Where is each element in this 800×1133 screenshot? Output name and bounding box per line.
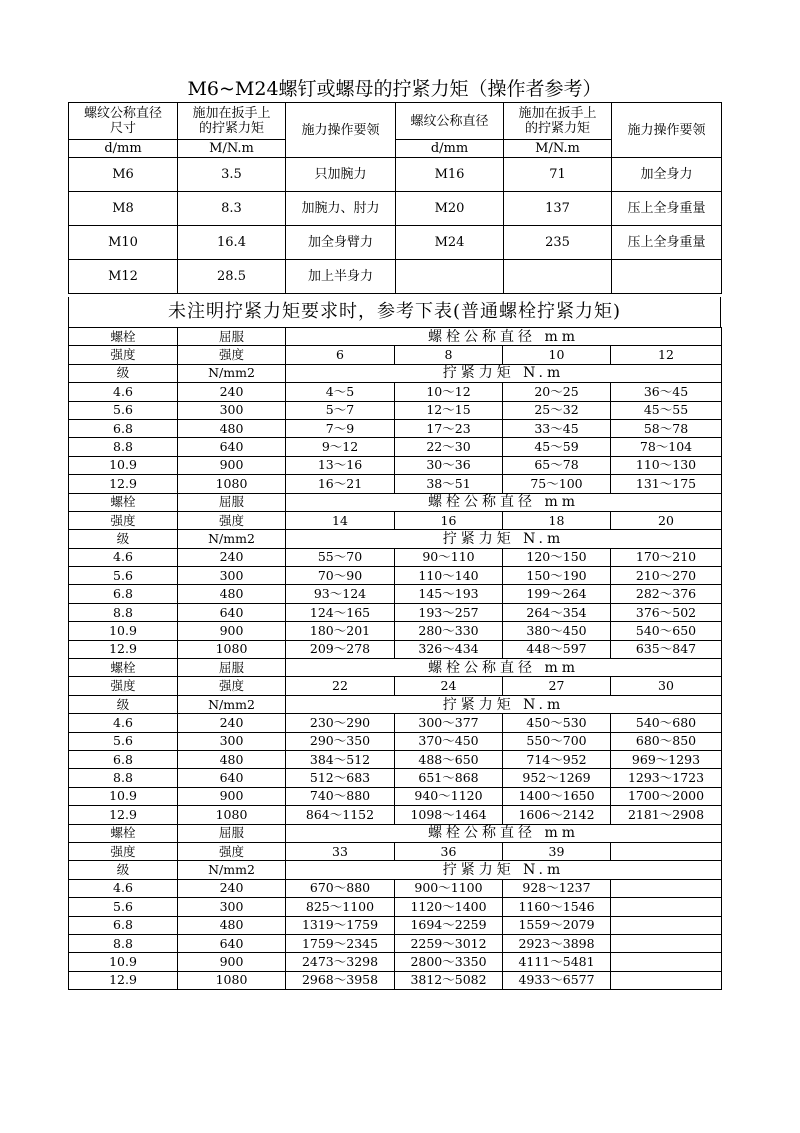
block-header-row — [69, 493, 722, 511]
page-title: M6~M24螺钉或螺母的拧紧力矩（操作者参考） — [187, 78, 602, 100]
table-cell: 280～330 — [395, 622, 503, 640]
table-cell: 10.9 — [69, 456, 178, 474]
table-cell: 640 — [178, 603, 286, 621]
table-cell: 282～376 — [611, 585, 722, 603]
table-cell: 900～1100 — [395, 879, 503, 897]
diameter-cell: 33 — [286, 842, 395, 860]
section-subtitle: 未注明拧紧力矩要求时，参考下表(普通螺栓拧紧力矩) — [68, 297, 721, 327]
table-cell: 210～270 — [611, 567, 722, 585]
table-cell: 6.8 — [69, 916, 178, 934]
table-cell: 300 — [178, 401, 286, 419]
header-cell: 施力操作要领 — [612, 103, 722, 158]
table-cell: 952～1269 — [503, 769, 611, 787]
table-cell: 640 — [178, 438, 286, 456]
table-cell — [612, 260, 722, 294]
table-cell: 209～278 — [286, 640, 395, 658]
table-cell: 4.6 — [69, 714, 178, 732]
table-cell: 17～23 — [395, 419, 503, 437]
table-cell: 199～264 — [503, 585, 611, 603]
table-cell: 4111～5481 — [503, 953, 611, 971]
table-row — [69, 640, 722, 658]
table-row — [69, 158, 722, 192]
table-cell: 10.9 — [69, 622, 178, 640]
table-cell: M24 — [396, 226, 504, 260]
table-cell: 5.6 — [69, 567, 178, 585]
table-cell: 1293～1723 — [611, 769, 722, 787]
diameter-cell: 10 — [503, 346, 611, 364]
grade-header: 强度 — [69, 346, 178, 364]
table-cell — [504, 260, 612, 294]
table-cell: 70～90 — [286, 567, 395, 585]
diameter-row — [69, 511, 722, 529]
table-cell: 1080 — [178, 640, 286, 658]
torque-header-row — [69, 695, 722, 713]
table-cell: M20 — [396, 192, 504, 226]
table-cell: 22～30 — [395, 438, 503, 456]
table-cell: 1098～1464 — [395, 806, 503, 824]
grade-header: 螺栓 — [69, 493, 178, 511]
yield-header: 强度 — [178, 511, 286, 529]
table-cell — [611, 971, 722, 989]
table-cell: 480 — [178, 916, 286, 934]
table-cell: 12～15 — [395, 401, 503, 419]
table-cell: 55～70 — [286, 548, 395, 566]
table-row — [69, 934, 722, 952]
diameter-header: 螺栓公称直径 mm — [286, 493, 722, 511]
yield-header: 强度 — [178, 677, 286, 695]
table-cell: 137 — [504, 192, 612, 226]
yield-header: 强度 — [178, 346, 286, 364]
header-line: 尺寸 — [109, 121, 136, 136]
table-cell: 5～7 — [286, 401, 395, 419]
table-cell: 4.6 — [69, 383, 178, 401]
header-cell — [396, 103, 504, 140]
table-cell: 9～12 — [286, 438, 395, 456]
unit-cell: d/mm — [396, 140, 504, 158]
table-cell: 240 — [178, 714, 286, 732]
table-cell: 33～45 — [503, 419, 611, 437]
block-header-row — [69, 659, 722, 677]
table-cell: 480 — [178, 419, 286, 437]
table-cell: 180～201 — [286, 622, 395, 640]
table-cell: 131～175 — [611, 475, 722, 493]
table-cell: 512～683 — [286, 769, 395, 787]
table-cell: 825～1100 — [286, 898, 395, 916]
table-cell: 300 — [178, 567, 286, 585]
table-row — [69, 548, 722, 566]
table-cell — [396, 260, 504, 294]
grade-header: 螺栓 — [69, 824, 178, 842]
table-cell: 90～110 — [395, 548, 503, 566]
diameter-cell: 30 — [611, 677, 722, 695]
grade-header: 螺栓 — [69, 328, 178, 346]
table-cell: 300～377 — [395, 714, 503, 732]
table-cell: 2800～3350 — [395, 953, 503, 971]
table-cell: 2923～3898 — [503, 934, 611, 952]
yield-header: N/mm2 — [178, 530, 286, 548]
table-cell: 6.8 — [69, 419, 178, 437]
table-row — [69, 622, 722, 640]
torque-header-row — [69, 530, 722, 548]
table-cell: 540～650 — [611, 622, 722, 640]
table-cell: 7～9 — [286, 419, 395, 437]
table-cell: 240 — [178, 879, 286, 897]
yield-header: N/mm2 — [178, 695, 286, 713]
table-cell: 加腕力、肘力 — [286, 192, 396, 226]
table-row — [69, 226, 722, 260]
table-cell: 740～880 — [286, 787, 395, 805]
table-cell: 376～502 — [611, 603, 722, 621]
table-cell: 1694～2259 — [395, 916, 503, 934]
table-row — [69, 787, 722, 805]
diameter-cell: 39 — [503, 842, 611, 860]
header-line: 螺纹公称直径 — [83, 106, 162, 121]
table-cell: 110～140 — [395, 567, 503, 585]
table-cell: 300 — [178, 898, 286, 916]
table-cell: 4.6 — [69, 879, 178, 897]
table-cell: 2181～2908 — [611, 806, 722, 824]
table-cell: 10.9 — [69, 787, 178, 805]
table-row — [69, 383, 722, 401]
table-cell: 6.8 — [69, 750, 178, 768]
table-row — [69, 567, 722, 585]
table-cell: 370～450 — [395, 732, 503, 750]
table-cell: 1559～2079 — [503, 916, 611, 934]
table-cell: 8.8 — [69, 769, 178, 787]
table-row — [69, 879, 722, 897]
diameter-row — [69, 842, 722, 860]
table-cell: 36～45 — [611, 383, 722, 401]
table-cell: 680～850 — [611, 732, 722, 750]
torque-header: 拧紧力矩 N.m — [286, 364, 722, 382]
table-cell: 640 — [178, 769, 286, 787]
table-row — [69, 750, 722, 768]
table-cell: 压上全身重量 — [612, 192, 722, 226]
table-cell: 78～104 — [611, 438, 722, 456]
table-cell: 1759～2345 — [286, 934, 395, 952]
yield-header: N/mm2 — [178, 861, 286, 879]
table-cell: 264～354 — [503, 603, 611, 621]
table-cell: 5.6 — [69, 732, 178, 750]
table-cell: 1120～1400 — [395, 898, 503, 916]
table-row — [69, 475, 722, 493]
header-line: 的拧紧力矩 — [198, 121, 264, 136]
table-cell: 670～880 — [286, 879, 395, 897]
table-cell: M8 — [69, 192, 178, 226]
table-row — [69, 438, 722, 456]
table-row — [69, 585, 722, 603]
table-cell: 170～210 — [611, 548, 722, 566]
diameter-header: 螺栓公称直径 mm — [286, 328, 722, 346]
table-cell: 5.6 — [69, 898, 178, 916]
block-header-row — [69, 328, 722, 346]
table-cell: 12.9 — [69, 806, 178, 824]
table-cell: 193～257 — [395, 603, 503, 621]
table-cell: 235 — [504, 226, 612, 260]
table-cell: 2473～3298 — [286, 953, 395, 971]
torque-reference-table — [68, 102, 722, 294]
table-cell: 380～450 — [503, 622, 611, 640]
table-row — [69, 769, 722, 787]
table-row — [69, 401, 722, 419]
table-cell: 38～51 — [395, 475, 503, 493]
grade-header: 级 — [69, 861, 178, 879]
table-cell: 900 — [178, 787, 286, 805]
table-cell: 13～16 — [286, 456, 395, 474]
header-line: 的拧紧力矩 — [524, 121, 590, 136]
table-cell: 16～21 — [286, 475, 395, 493]
yield-header: N/mm2 — [178, 364, 286, 382]
table-row — [69, 714, 722, 732]
table-cell: 1319～1759 — [286, 916, 395, 934]
yield-header: 屈服 — [178, 328, 286, 346]
table-cell: 124～165 — [286, 603, 395, 621]
table-cell: 900 — [178, 622, 286, 640]
table-cell: 65～78 — [503, 456, 611, 474]
table-cell: 10.9 — [69, 953, 178, 971]
diameter-cell: 22 — [286, 677, 395, 695]
table-cell: 326～434 — [395, 640, 503, 658]
table-cell: 1160～1546 — [503, 898, 611, 916]
yield-header: 屈服 — [178, 493, 286, 511]
table-cell: 8.8 — [69, 603, 178, 621]
table-cell: 28.5 — [178, 260, 286, 294]
diameter-row — [69, 346, 722, 364]
table-cell: 45～59 — [503, 438, 611, 456]
table-row — [69, 732, 722, 750]
yield-header: 屈服 — [178, 824, 286, 842]
table-cell: 1080 — [178, 806, 286, 824]
table-cell: 3812～5082 — [395, 971, 503, 989]
table-cell: 900 — [178, 456, 286, 474]
table-cell: 10～12 — [395, 383, 503, 401]
torque-header: 拧紧力矩 N.m — [286, 530, 722, 548]
table-cell: 16.4 — [178, 226, 286, 260]
table-cell: 230～290 — [286, 714, 395, 732]
table-cell: 6.8 — [69, 585, 178, 603]
table-cell: 12.9 — [69, 640, 178, 658]
table-cell: 1080 — [178, 475, 286, 493]
table-cell: 45～55 — [611, 401, 722, 419]
grade-header: 强度 — [69, 677, 178, 695]
table-row — [69, 260, 722, 294]
table-cell: 448～597 — [503, 640, 611, 658]
table-cell: 只加腕力 — [286, 158, 396, 192]
table-cell: 20～25 — [503, 383, 611, 401]
table-cell: 550～700 — [503, 732, 611, 750]
table-cell: 8.8 — [69, 934, 178, 952]
diameter-cell: 27 — [503, 677, 611, 695]
yield-header: 强度 — [178, 842, 286, 860]
header-cell — [504, 103, 612, 140]
table-cell: M6 — [69, 158, 178, 192]
table-cell — [611, 953, 722, 971]
table-cell: 120～150 — [503, 548, 611, 566]
table-row — [69, 916, 722, 934]
table-cell: 145～193 — [395, 585, 503, 603]
table-cell: 969～1293 — [611, 750, 722, 768]
table-cell: 488～650 — [395, 750, 503, 768]
table-cell: 4933～6577 — [503, 971, 611, 989]
table-cell: 640 — [178, 934, 286, 952]
table-cell: 30～36 — [395, 456, 503, 474]
table-cell: 2259～3012 — [395, 934, 503, 952]
table-cell: 压上全身重量 — [612, 226, 722, 260]
block-header-row — [69, 824, 722, 842]
table-cell: 1400～1650 — [503, 787, 611, 805]
table-cell — [611, 934, 722, 952]
table-cell: 540～680 — [611, 714, 722, 732]
table-cell: 25～32 — [503, 401, 611, 419]
table-cell: 450～530 — [503, 714, 611, 732]
table-cell: 1606～2142 — [503, 806, 611, 824]
table-cell: 75～100 — [503, 475, 611, 493]
torque-header: 拧紧力矩 N.m — [286, 695, 722, 713]
table-row — [69, 192, 722, 226]
diameter-cell: 24 — [395, 677, 503, 695]
header-line: 施加在扳手上 — [518, 106, 597, 121]
table-cell: 714～952 — [503, 750, 611, 768]
table-cell: 1080 — [178, 971, 286, 989]
header-cell — [178, 103, 286, 140]
table-cell: 900 — [178, 953, 286, 971]
table-cell: 93～124 — [286, 585, 395, 603]
grade-header: 强度 — [69, 511, 178, 529]
table-cell: 71 — [504, 158, 612, 192]
table-cell: 240 — [178, 383, 286, 401]
diameter-cell: 14 — [286, 511, 395, 529]
grade-header: 级 — [69, 364, 178, 382]
table-cell: 2968～3958 — [286, 971, 395, 989]
table-cell: 480 — [178, 585, 286, 603]
table-cell: 12.9 — [69, 475, 178, 493]
table-cell: 635～847 — [611, 640, 722, 658]
table-cell: 4～5 — [286, 383, 395, 401]
unit-cell: d/mm — [69, 140, 178, 158]
diameter-cell — [611, 842, 722, 860]
table-cell: 12.9 — [69, 971, 178, 989]
table-cell: 加全身力 — [612, 158, 722, 192]
table-row — [69, 953, 722, 971]
table-cell — [611, 879, 722, 897]
torque-header-row — [69, 861, 722, 879]
table-cell: 928～1237 — [503, 879, 611, 897]
table-cell: 940～1120 — [395, 787, 503, 805]
header-row — [69, 103, 722, 140]
table-cell: 4.6 — [69, 548, 178, 566]
table-cell: 加全身臂力 — [286, 226, 396, 260]
unit-cell: M/N.m — [178, 140, 286, 158]
torque-header-row — [69, 364, 722, 382]
diameter-cell: 6 — [286, 346, 395, 364]
table-cell: 300 — [178, 732, 286, 750]
table-cell: 864～1152 — [286, 806, 395, 824]
grade-header: 螺栓 — [69, 659, 178, 677]
table-row — [69, 419, 722, 437]
table-row — [69, 456, 722, 474]
table-row — [69, 806, 722, 824]
diameter-cell: 16 — [395, 511, 503, 529]
table-cell: M16 — [396, 158, 504, 192]
table-cell: 8.8 — [69, 438, 178, 456]
torque-header: 拧紧力矩 N.m — [286, 861, 722, 879]
diameter-header: 螺栓公称直径 mm — [286, 659, 722, 677]
table-cell: 3.5 — [178, 158, 286, 192]
table-cell: 58～78 — [611, 419, 722, 437]
table-cell: 651～868 — [395, 769, 503, 787]
table-cell — [611, 916, 722, 934]
table-cell: 240 — [178, 548, 286, 566]
table-row — [69, 898, 722, 916]
header-cell — [69, 103, 178, 140]
table-cell: M10 — [69, 226, 178, 260]
header-line: 施加在扳手上 — [192, 106, 271, 121]
table-cell: 8.3 — [178, 192, 286, 226]
bolt-torque-table — [68, 327, 722, 990]
table-cell: 5.6 — [69, 401, 178, 419]
header-line: 螺纹公称直径 — [410, 113, 489, 129]
table-cell: 加上半身力 — [286, 260, 396, 294]
table-cell: M12 — [69, 260, 178, 294]
diameter-cell: 20 — [611, 511, 722, 529]
table-cell: 384～512 — [286, 750, 395, 768]
table-cell: 150～190 — [503, 567, 611, 585]
diameter-cell: 8 — [395, 346, 503, 364]
table-cell: 110～130 — [611, 456, 722, 474]
grade-header: 强度 — [69, 842, 178, 860]
diameter-row — [69, 677, 722, 695]
table-row — [69, 603, 722, 621]
header-cell: 施力操作要领 — [286, 103, 396, 158]
grade-header: 级 — [69, 530, 178, 548]
diameter-header: 螺栓公称直径 mm — [286, 824, 722, 842]
table-cell: 290～350 — [286, 732, 395, 750]
table-cell — [611, 898, 722, 916]
table-cell: 1700～2000 — [611, 787, 722, 805]
yield-header: 屈服 — [178, 659, 286, 677]
diameter-cell: 12 — [611, 346, 722, 364]
table-cell: 480 — [178, 750, 286, 768]
grade-header: 级 — [69, 695, 178, 713]
unit-cell: M/N.m — [504, 140, 612, 158]
diameter-cell: 36 — [395, 842, 503, 860]
diameter-cell: 18 — [503, 511, 611, 529]
table-row — [69, 971, 722, 989]
